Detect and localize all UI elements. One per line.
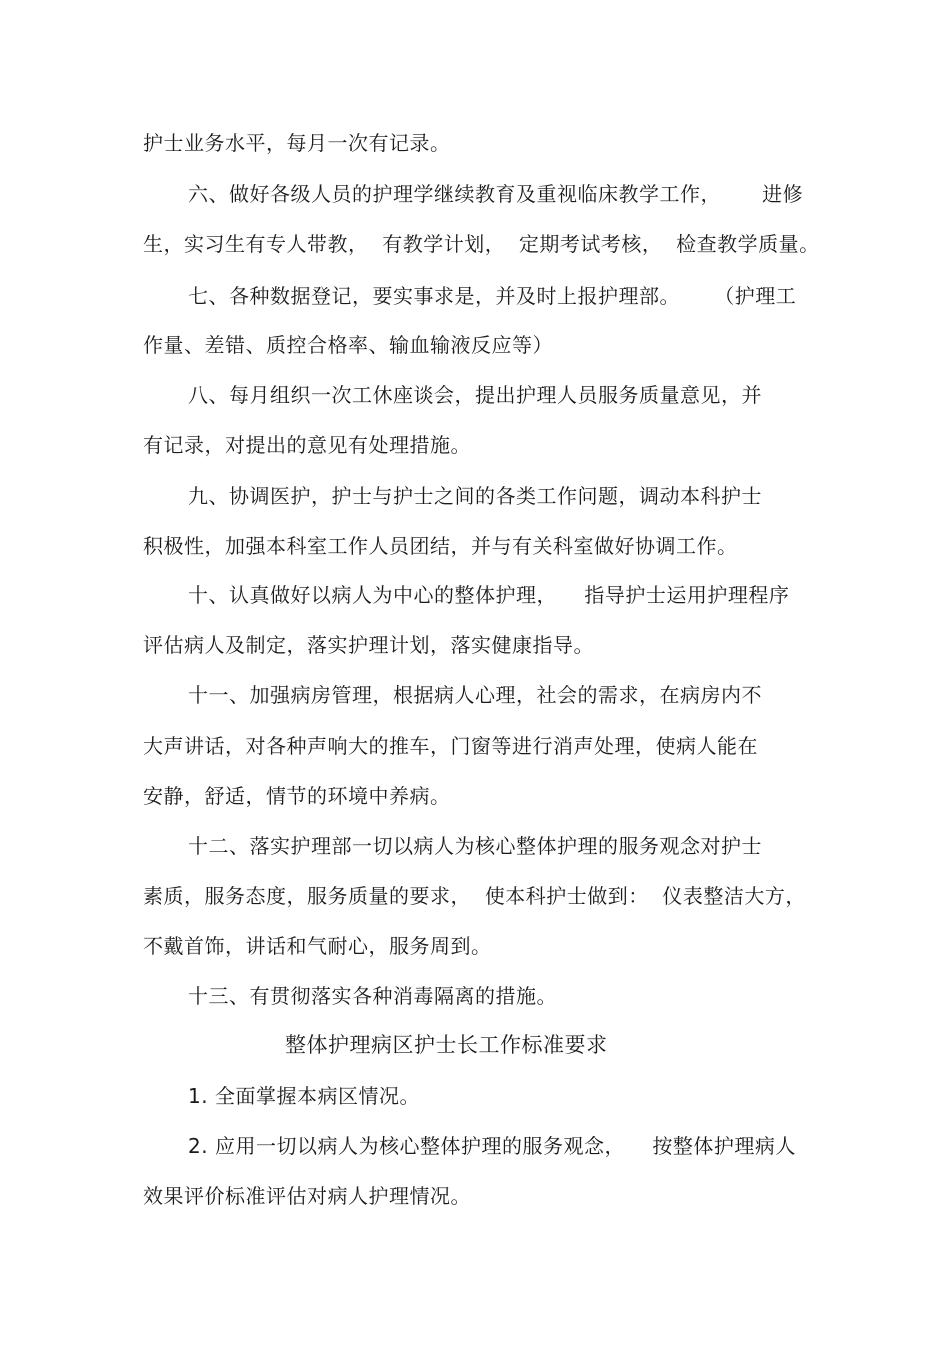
section-title: 整体护理病区护士长工作标准要求 — [285, 1033, 608, 1057]
text-line: 十三、有贯彻落实各种消毒隔离的措施。 — [188, 984, 557, 1008]
text-line: 作量、差错、质控合格率、输血输液反应等） — [143, 333, 553, 357]
list-item: 1. 全面掌握本病区情况。 — [188, 1084, 420, 1108]
text-line: 大声讲话，对各种声响大的推车，门窗等进行消声处理，使病人能在 — [143, 734, 758, 758]
text-line: 评估病人及制定，落实护理计划，落实健康指导。 — [143, 633, 594, 657]
text-line: 生，实习生有专人带教， 有教学计划， 定期考试考核， 检查教学质量。 — [143, 232, 820, 256]
list-item: 2. 应用一切以病人为核心整体护理的服务观念， 按整体护理病人 — [188, 1134, 796, 1158]
text-line: 八、每月组织一次工休座谈会，提出护理人员服务质量意见，并 — [188, 383, 762, 407]
text-line: 护士业务水平，每月一次有记录。 — [143, 131, 451, 155]
text-line: 效果评价标准评估对病人护理情况。 — [143, 1184, 471, 1208]
text-line: 十、认真做好以病人为中心的整体护理， 指导护士运用护理程序 — [188, 583, 790, 607]
text-line: 素质，服务态度，服务质量的要求， 使本科护士做到： 仪表整洁大方， — [143, 884, 806, 908]
text-line: 十一、加强病房管理，根据病人心理，社会的需求，在病房内不 — [188, 683, 762, 707]
text-line: 积极性，加强本科室工作人员团结，并与有关科室做好协调工作。 — [143, 534, 738, 558]
text-line: 七、各种数据登记，要实事求是，并及时上报护理部。 （护理工 — [188, 284, 797, 308]
text-line: 六、做好各级人员的护理学继续教育及重视临床教学工作， 进修 — [188, 182, 804, 206]
text-line: 十二、落实护理部一切以病人为核心整体护理的服务观念对护士 — [188, 834, 762, 858]
text-line: 安静，舒适，情节的环境中养病。 — [143, 784, 451, 808]
text-line: 有记录，对提出的意见有处理措施。 — [143, 433, 471, 457]
text-line: 不戴首饰，讲话和气耐心，服务周到。 — [143, 934, 492, 958]
text-line: 九、协调医护，护士与护士之间的各类工作问题，调动本科护士 — [188, 484, 762, 508]
